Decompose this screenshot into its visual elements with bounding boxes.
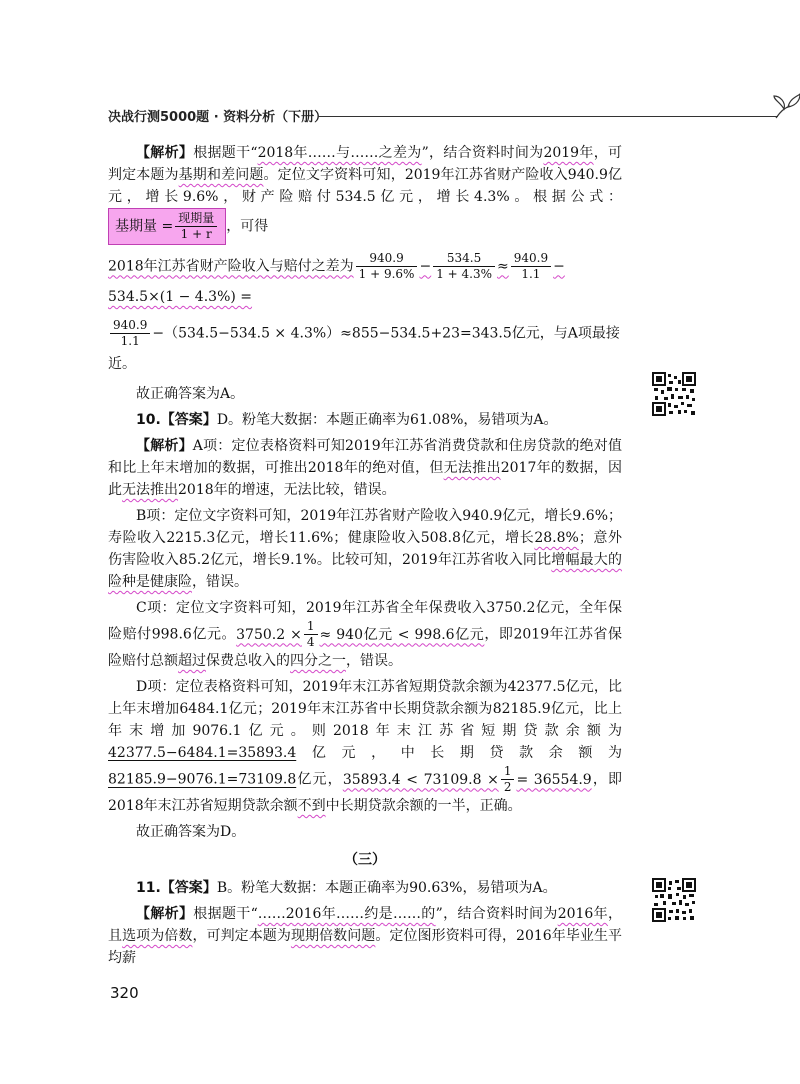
header-rule	[318, 116, 778, 117]
q10-option-a: 【解析】A项：定位表格资料可知2019年江苏省消费贷款和住房贷款的绝对值和比上年末增加的数据，可推出2018年的绝对值，但无法推出2017年的数据，因此无法推出2018年的增速，无法比较，错误。	[108, 438, 622, 498]
fraction-half: $\frac{1}{2}$	[501, 764, 515, 795]
header-title: 决战行测5000题 · 资料分析（下册）	[108, 110, 328, 125]
q10-option-d: D项：定位表格资料可知，2019年末江苏省短期贷款余额为42377.5亿元，比上年末增加6484.1亿元；2019年末江苏省中长期贷款余额为82185.9亿元，比上年末增加9076.1亿元。则2018年末江苏省短期贷款余额为42377.5−6484.1=35893.4亿元，中长期贷款余额为82185.9−9076.1=73109.8亿元，35893.4 < 73109.8 × $\frac{1}{2}$ = 36554.9，即2018年末江苏省短期贷款余额不到中长期贷款余额的一半，正确。	[108, 679, 622, 814]
qr-code-icon[interactable]	[652, 372, 696, 416]
answer-10: 故正确答案为D。	[136, 824, 246, 840]
qr-code-graphic	[652, 878, 696, 922]
q10-option-b: B项：定位文字资料可知，2019年江苏省财产险收入940.9亿元，增长9.6%；寿险收入2215.3亿元，增长11.6%；健康险收入508.8亿元，增长28.8%；意外伤害险收入85.2亿元，增长9.1%。比较可知，2019年江苏省收入同比增幅最大的险种是健康险，错误。	[108, 508, 622, 590]
question-10-answer: 10.【答案】D。粉笔大数据：本题正确率为61.08%，易错项为A。	[136, 412, 558, 428]
question-11-answer: 11.【答案】B。粉笔大数据：本题正确率为90.63%，易错项为A。	[136, 880, 557, 896]
running-header	[108, 106, 698, 126]
d-expression: 35893.4 < 73109.8 × $\frac{1}{2}$ = 36554.9	[342, 764, 592, 794]
section-heading: （三）	[344, 852, 386, 868]
fraction-quarter: $\frac{1}{4}$	[304, 619, 318, 650]
formula-highlight: 基期量 = $\frac{\text{现期量}}{1 + r}$	[108, 208, 226, 245]
equation-line-2: $\frac{940.9}{1.1}$ −（534.5−534.5 × 4.3%）≈855−534.5+23=343.5亿元，与A项最接近。	[108, 318, 620, 372]
sprout-icon	[772, 92, 800, 120]
fraction-2: $\frac{534.5}{1 + 4.3\%}$	[433, 251, 495, 282]
qr-code-graphic	[652, 372, 696, 416]
page-number: 320	[110, 984, 139, 1002]
fraction-4: $\frac{940.9}{1.1}$	[110, 318, 150, 349]
equation-line-1: 2018年江苏省财产险收入与赔付之差为 $\frac{940.9}{1 + 9.6\%}$ − $\frac{534.5}{1 + 4.3\%}$ ≈ $\frac{940.9}{1.1}$ − 534.5×(1 − 4.3%) =	[108, 251, 565, 305]
q11-analysis: 【解析】根据题干“……2016年……约是……的”，结合资料时间为2016年，且选项为倍数，可判定本题为现期倍数问题。定位图形资料可得，2016年毕业生平均薪	[108, 906, 623, 966]
fraction-3: $\frac{940.9}{1.1}$	[511, 251, 551, 282]
page-content	[108, 142, 622, 973]
c-expression: 3750.2 × $\frac{1}{4}$ ≈ 940亿元 < 998.6亿元	[236, 619, 485, 649]
fraction-1: $\frac{940.9}{1 + 9.6\%}$	[356, 251, 418, 282]
qr-code-icon[interactable]	[652, 878, 696, 922]
paragraph-analysis-9: 【解析】根据题干“2018年……与……之差为”，结合资料时间为2019年，可判定本题为基期和差问题。定位文字资料可知，2019年江苏省财产险收入940.9亿元，增长9.6%，财产险赔付534.5亿元，增长4.3%。根据公式：基期量 = $\frac{\text{现期量}}{1 + r}$ ，可得	[108, 142, 622, 245]
formula-fraction: $\frac{\text{现期量}}{1 + r}$	[175, 211, 217, 242]
q10-option-c: C项：定位文字资料可知，2019年江苏省全年保费收入3750.2亿元，全年保险赔付998.6亿元。3750.2 × $\frac{1}{4}$ ≈ 940亿元 < 998.6亿元，即2019年江苏省保险赔付总额超过保费总收入的四分之一，错误。	[108, 600, 622, 669]
answer-9: 故正确答案为A。	[136, 386, 245, 402]
